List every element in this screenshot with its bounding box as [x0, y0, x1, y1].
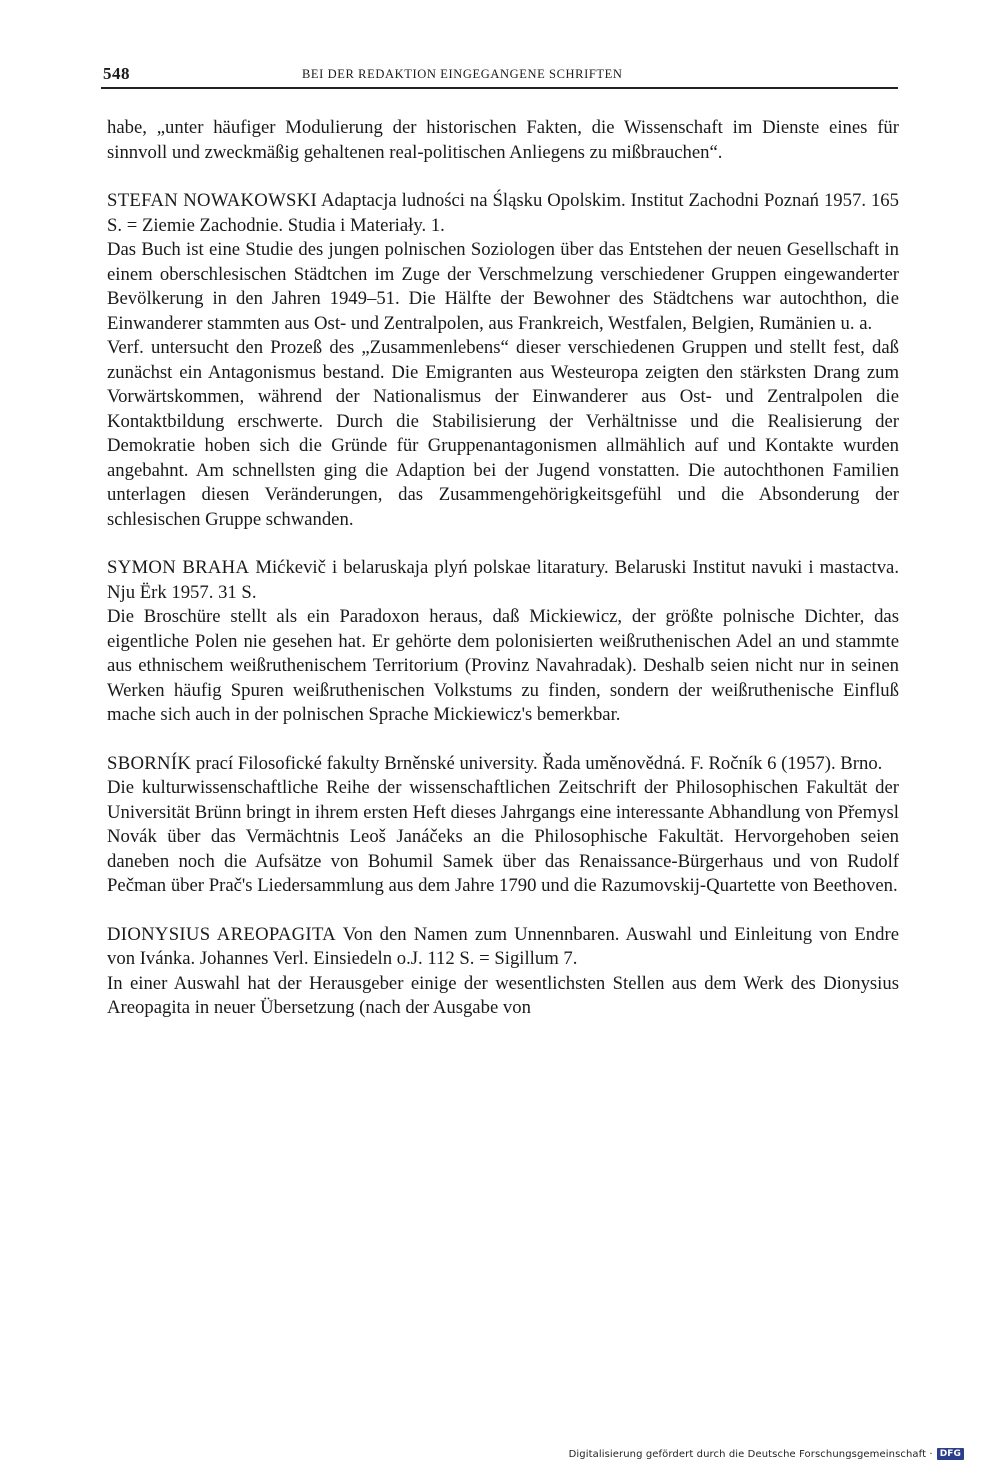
entry-nowakowski-review-2: Verf. untersucht den Prozeß des „Zusammenlebens“ dieser verschiedenen Gruppen und stellt fest, daß zunächst ein Antagonismus bestand. Die Emigranten aus Westeuropa zeigten den stärksten Drang zum Vorwärtskommen, während der Nationalismus der Einwanderer aus Ost- und Zentralpolen die Kontaktbildung erschwerte. Durch die Stabilisierung der Verhältnisse und die Realisierung der Demokratie hoben sich die Gründe für Gruppenantagonismen allmählich auf und Kontakte wurden angebahnt. Am schnellsten ging die Adaption bei der Jugend vonstatten. Die autochthonen Familien unterlagen diesen Veränderungen, das Zusammengehörigkeitsgefühl und die Absonderung der schlesischen Gruppe schwanden. [107, 337, 899, 530]
entry-braha-citation [107, 556, 899, 605]
page-number: 548 [103, 64, 130, 83]
body-text [107, 116, 899, 1021]
entry-author: DIONYSIUS AREOPAGITA [107, 923, 336, 945]
running-head: BEI DER REDAKTION EINGEGANGENE SCHRIFTEN [302, 67, 623, 81]
entry-author: SYMON BRAHA [107, 557, 250, 578]
dfg-logo-icon: DFG [937, 1448, 964, 1460]
entry-nowakowski-citation [107, 189, 899, 238]
entry-dionysius-citation [107, 923, 899, 972]
entry-braha-review: Die Broschüre stellt als ein Paradoxon heraus, daß Mickiewicz, der größte polnische Dichter, das eigentliche Polen nie gesehen hat. Er gehörte dem polonisierten weißruthenischen Adel an und stammte aus ethnischem weißruthenischem Territorium (Provinz Navahradak). Deshalb seien nicht nur in seinen Werken häufig Spuren weißruthenischen Volkstums zu finden, sondern der weißruthenische Einfluß mache sich auch in der polnischen Sprache Mickiewicz's bemerkbar. [107, 606, 899, 725]
entry-author: STEFAN NOWAKOWSKI [107, 190, 318, 211]
entry-sbornik-citation [107, 752, 899, 777]
entry-title: Adaptacja ludności na Śląsku Opolskim. Institut Zachodni Poznań 1957. 165 S. = Ziemie Zachodnie. Studia i Materiały. 1. [107, 190, 899, 236]
footer-credit [569, 1448, 964, 1460]
entry-sbornik-review: Die kulturwissenschaftliche Reihe der wissenschaftlichen Zeitschrift der Philosophischen Fakultät der Universität Brünn bringt in ihrem ersten Heft dieses Jahrgangs eine interessante Abhandlung von Přemysl Novák über das Vermächtnis Leoš Janáčeks an die Philosophische Fakultät. Hervorgehoben seien daneben noch die Aufsätze von Bohumil Samek über das Renaissance-Bürgerhaus und von Rudolf Pečman über Prač's Liedersammlung aus dem Jahre 1790 und die Razumovskij-Quartette von Beethoven. [107, 777, 899, 896]
paragraph-continuation: habe, „unter häufiger Modulierung der historischen Fakten, die Wissenschaft im Dienste eines für sinnvoll und zweckmäßig gehaltenen real-politischen Anliegens zu mißbrauchen“. [107, 117, 899, 163]
entry-nowakowski-review-1: Das Buch ist eine Studie des jungen polnischen Soziologen über das Entstehen der neuen Gesellschaft in einem oberschlesischen Städtchen im Zuge der Verschmelzung verschiedener Gruppen eingewanderter Bevölkerung in den Jahren 1949–51. Die Hälfte der Bewohner des Städtchens war autochthon, die Einwanderer stammten aus Ost- und Zentralpolen, aus Frankreich, Westfalen, Belgien, Rumänien u. a. [107, 239, 899, 334]
entry-title: Mićkevič i belaruskaja plyń polskae litaratury. Belaruski Institut navuki i mastactva. Nju Ërk 1957. 31 S. [107, 557, 899, 603]
entry-title: prací Filosofické fakulty Brněnské university. Řada uměnovědná. F. Ročník 6 (1957). Brno. [191, 752, 883, 774]
entry-dionysius-review: In einer Auswahl hat der Herausgeber einige der wesentlichsten Stellen aus dem Werk des Dionysius Areopagita in neuer Übersetzung (nach der Ausgabe von [107, 972, 899, 1018]
entry-author: SBORNÍK [107, 752, 192, 774]
footer-credit-text: Digitalisierung gefördert durch die Deutsche Forschungsgemeinschaft · [568, 1448, 933, 1460]
entry-title: Von den Namen zum Unnennbaren. Auswahl und Einleitung von Endre von Ivánka. Johannes Verl. Einsiedeln o.J. 112 S. = Sigillum 7. [107, 923, 899, 969]
header-rule [101, 87, 898, 89]
